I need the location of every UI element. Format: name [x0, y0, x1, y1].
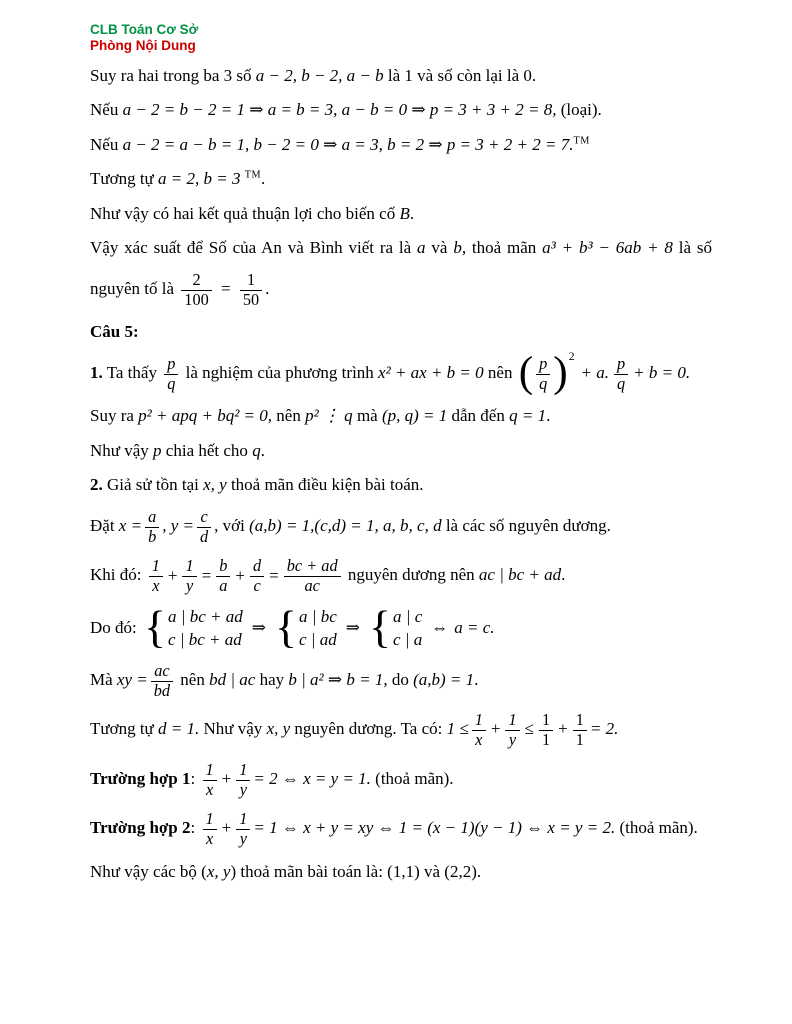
fraction — [236, 761, 250, 800]
case-system — [144, 601, 243, 653]
dept-title: Phòng Nội Dung — [90, 38, 196, 54]
text-run: : — [190, 768, 200, 788]
case-label: Trường hợp 1 — [90, 768, 191, 788]
numerator: p — [614, 355, 628, 375]
denominator: q — [539, 373, 548, 393]
math-run: a − 2 = a − b = 1, b − 2 = 0 ⇒ a = 3, b = 2 ⇒ p = 3 + 2 + 2 = 7. — [122, 134, 574, 154]
paragraph-ket-luan — [90, 859, 712, 885]
denominator: x — [205, 779, 214, 799]
numerator: d — [250, 557, 264, 577]
text-run: . — [474, 669, 479, 689]
math-run: + a. — [580, 363, 609, 383]
text-run: . — [546, 406, 551, 426]
text-run: Tương tự — [90, 169, 159, 189]
denominator: y — [185, 576, 194, 596]
denominator: 1 — [541, 730, 551, 750]
math-run: b, — [453, 238, 467, 258]
text-run: nên — [483, 363, 517, 383]
math-run: a, b, c, d — [378, 516, 446, 536]
text-run: Đặt — [90, 516, 119, 536]
text-run: hay — [255, 669, 289, 689]
math-run: a = c. — [454, 617, 495, 637]
numerator: a — [145, 508, 159, 528]
paragraph-vay-xac-suat — [90, 235, 712, 261]
case-row: a | bc — [299, 606, 337, 626]
case-row: a | bc + ad — [168, 606, 243, 626]
denominator: 50 — [242, 289, 260, 309]
numerator: bc + ad — [284, 557, 341, 577]
math-run: a − 2, b − 2, a − b — [255, 65, 384, 85]
math-run: p² ⋮ q — [305, 406, 353, 426]
math-run: a — [417, 238, 426, 258]
paragraph-nhu-vay-b — [90, 201, 712, 227]
numerator: 1 — [236, 810, 250, 830]
fraction — [181, 271, 211, 310]
numerator: ac — [151, 662, 173, 682]
paragraph-p-chia-het — [90, 438, 712, 464]
math-run: d = 1. — [158, 719, 200, 739]
paragraph-do-do — [90, 601, 712, 653]
math-run: (p, q) = 1 — [381, 406, 448, 426]
text-run: thoả mãn — [466, 238, 543, 258]
math-run: a³ + b³ − 6ab + 8 — [542, 238, 673, 258]
paragraph-cau5-1 — [90, 347, 712, 396]
fraction — [164, 355, 178, 394]
paragraph-nguyen-to — [90, 270, 712, 311]
fraction — [203, 761, 217, 800]
exponent: 2 — [568, 349, 575, 363]
case-row: a | c — [393, 606, 423, 626]
denominator: c — [253, 576, 261, 596]
text-run: là các số nguyên dương. — [445, 516, 611, 536]
text-run: Giả sử tồn tại — [102, 475, 204, 495]
math-run: = 1 ⇔ x + y = xy ⇔ 1 = (x − 1)(y − 1) ⇔ x = y = 2. — [253, 818, 616, 838]
text-run: . — [561, 565, 566, 585]
numerator: 1 — [149, 557, 163, 577]
left-brace: { — [368, 601, 392, 653]
fraction — [145, 508, 159, 547]
paragraph-tuong-tu-d — [90, 710, 712, 751]
left-brace: { — [144, 601, 167, 653]
text-run: nguyên dương nên — [343, 565, 479, 585]
text-run: chia hết cho — [161, 440, 253, 460]
right-paren: ) — [553, 347, 568, 396]
fraction — [536, 355, 550, 394]
denominator: d — [200, 526, 209, 546]
paragraph-truong-hop-2 — [90, 809, 712, 850]
operator: + — [221, 818, 232, 838]
text-run: nguyên dương. Ta có: — [290, 719, 447, 739]
math-run: (a,b) = 1 — [413, 669, 475, 689]
denominator: y — [508, 730, 517, 750]
denominator: ac — [304, 576, 320, 596]
case-row: c | a — [393, 629, 423, 649]
fraction — [236, 810, 250, 849]
math-run: x, y — [206, 861, 231, 881]
operator: + — [490, 719, 501, 739]
text-run: . — [260, 440, 265, 460]
fraction — [284, 557, 341, 596]
math-run: + b = 0. — [633, 363, 691, 383]
denominator: x — [152, 576, 160, 596]
numerator: 1 — [573, 711, 587, 731]
numerator: 1 — [472, 711, 486, 731]
fraction — [573, 711, 587, 750]
fraction — [240, 271, 262, 310]
text-run: Nếu — [90, 134, 123, 154]
denominator: y — [239, 779, 247, 799]
case-row: c | ad — [299, 629, 337, 649]
operator: = — [201, 565, 212, 585]
numerator: b — [216, 557, 230, 577]
denominator: q — [617, 373, 626, 393]
paragraph-neu-1 — [90, 97, 712, 123]
item-number: 1. — [90, 363, 103, 383]
math-run: 1 ≤ — [446, 719, 469, 739]
implies-arrow: ⇒ — [345, 617, 360, 637]
squared-paren-group — [518, 347, 577, 396]
math-run: p — [153, 440, 162, 460]
page-header — [90, 22, 712, 55]
numerator: 1 — [203, 761, 217, 781]
paragraph-suy-ra-p2 — [90, 403, 712, 429]
case-system — [274, 601, 337, 653]
fraction — [216, 557, 230, 596]
left-paren: ( — [518, 347, 534, 396]
math-run: bd | ac — [209, 669, 256, 689]
text-run: . — [265, 279, 270, 299]
fraction — [203, 810, 217, 849]
numerator: p — [164, 355, 178, 375]
text-run: Suy ra hai trong ba 3 số — [90, 65, 256, 85]
text-run: (thoả mãn). — [615, 818, 698, 838]
text-run: Như vậy các bộ ( — [90, 861, 207, 881]
math-run: B — [399, 203, 410, 223]
denominator: q — [167, 373, 176, 393]
numerator: 1 — [240, 271, 262, 291]
denominator: b — [148, 526, 157, 546]
denominator: x — [475, 730, 483, 750]
math-run: x² + ax + b = 0 — [378, 363, 484, 383]
paragraph-khi-do — [90, 556, 712, 597]
math-run: p² + apq + bq² = 0, — [138, 406, 273, 426]
operator: + — [167, 565, 178, 585]
math-run: , y = — [162, 516, 195, 536]
math-run: q — [252, 440, 261, 460]
left-brace: { — [274, 601, 298, 653]
text-run: nguyên tố là — [90, 279, 179, 299]
paragraph-ma-xy — [90, 661, 712, 702]
numerator: 1 — [236, 761, 250, 781]
text-run: . — [261, 169, 266, 189]
paragraph-tuong-tu — [90, 166, 712, 192]
text-run: Như vậy — [90, 440, 154, 460]
text-run: thoả mãn điều kiện bài toán. — [226, 475, 424, 495]
operator: ≤ — [524, 719, 534, 739]
numerator: p — [536, 355, 550, 375]
text-run: Do đó: — [90, 617, 141, 637]
text-run: . — [409, 203, 415, 223]
fraction — [151, 662, 173, 701]
numerator: c — [197, 508, 211, 528]
fraction — [614, 355, 628, 394]
operator: + — [558, 719, 568, 739]
text-run: mà — [352, 406, 382, 426]
text-run: Nếu — [90, 100, 123, 120]
text-run: : — [190, 818, 200, 838]
case-label: Trường hợp 2 — [90, 818, 191, 838]
text-run: và — [425, 238, 454, 258]
text-run: ) thoả mãn bài toán là: (1,1) và (2,2). — [230, 861, 482, 881]
math-run: x, y — [203, 475, 227, 495]
text-run: là số — [672, 238, 712, 258]
org-title: CLB Toán Cơ Sở — [90, 22, 199, 37]
numerator: 1 — [203, 810, 217, 830]
math-run: a = 2, b = 3 — [158, 169, 245, 189]
operator: + — [235, 565, 245, 585]
text-run: là 1 và số còn lại là 0. — [383, 65, 537, 85]
denominator: 100 — [184, 289, 209, 309]
denominator: x — [205, 829, 214, 849]
fraction — [505, 711, 519, 750]
text-run: Như vậy — [199, 719, 267, 739]
math-run: ac | bc + ad — [478, 565, 562, 585]
implies-arrow: ⇒ — [251, 617, 266, 637]
text-run: nên — [176, 669, 210, 689]
math-run: (a,b) = 1,(c,d) = 1, — [249, 516, 379, 536]
paragraph-cau5-2 — [90, 472, 712, 498]
denominator: y — [239, 829, 247, 849]
text-run: là nghiệm của phương trình — [181, 363, 379, 383]
text-run: dẫn đến — [447, 406, 510, 426]
paragraph-suy-ra — [90, 63, 712, 89]
operator: = — [269, 565, 279, 585]
text-run: , với — [214, 516, 250, 536]
denominator: a — [219, 576, 228, 596]
fraction — [472, 711, 486, 750]
numerator: 2 — [181, 271, 211, 291]
math-run: x = — [118, 516, 143, 536]
numerator: 1 — [505, 711, 519, 731]
text-run: Mà — [90, 669, 117, 689]
math-run: xy = — [116, 669, 148, 689]
case-row: c | bc + ad — [168, 629, 242, 649]
math-run: q = 1 — [509, 406, 547, 426]
math-run: x, y — [266, 719, 291, 739]
text-run: Ta thấy — [102, 363, 162, 383]
numerator: 1 — [539, 711, 553, 731]
math-run: = 2. — [589, 719, 619, 739]
math-run: a − 2 = b − 2 = 1 ⇒ a = b = 3, a − b = 0 ⇒ p = 3 + 3 + 2 = 8, — [122, 100, 557, 120]
item-number: 2. — [90, 475, 103, 495]
tm-superscript: TM — [573, 135, 590, 147]
text-run: Vậy xác suất để Số của An và Bình viết ra là — [90, 238, 418, 258]
denominator: 1 — [575, 730, 584, 750]
fraction — [539, 711, 553, 750]
fraction — [149, 557, 163, 596]
text-run: Suy ra — [90, 406, 139, 426]
math-run: b | a² ⇒ b = 1, — [288, 669, 388, 689]
section-heading-cau5: Câu 5: — [90, 322, 139, 342]
operator: + — [221, 768, 232, 788]
text-run: Tương tự — [90, 719, 159, 739]
tm-superscript: TM — [244, 169, 262, 181]
text-run: (loại). — [556, 100, 602, 120]
case-system — [368, 601, 423, 653]
text-run: Khi đó: — [90, 565, 146, 585]
numerator: 1 — [182, 557, 196, 577]
paragraph-dat — [90, 507, 712, 548]
operator: = — [216, 279, 235, 299]
text-run: nên — [272, 406, 306, 426]
text-run: do — [387, 669, 414, 689]
fraction — [197, 508, 211, 547]
denominator: bd — [153, 680, 171, 700]
paragraph-neu-2 — [90, 132, 712, 158]
text-run: (thoả mãn). — [370, 768, 454, 788]
paragraph-truong-hop-1 — [90, 760, 712, 801]
iff-arrow: ⇔ — [431, 617, 449, 637]
text-run: Như vậy có hai kết quả thuận lợi cho biến cố — [90, 203, 400, 223]
fraction — [182, 557, 196, 596]
fraction — [250, 557, 264, 596]
math-run: = 2 ⇔ x = y = 1. — [253, 768, 371, 788]
